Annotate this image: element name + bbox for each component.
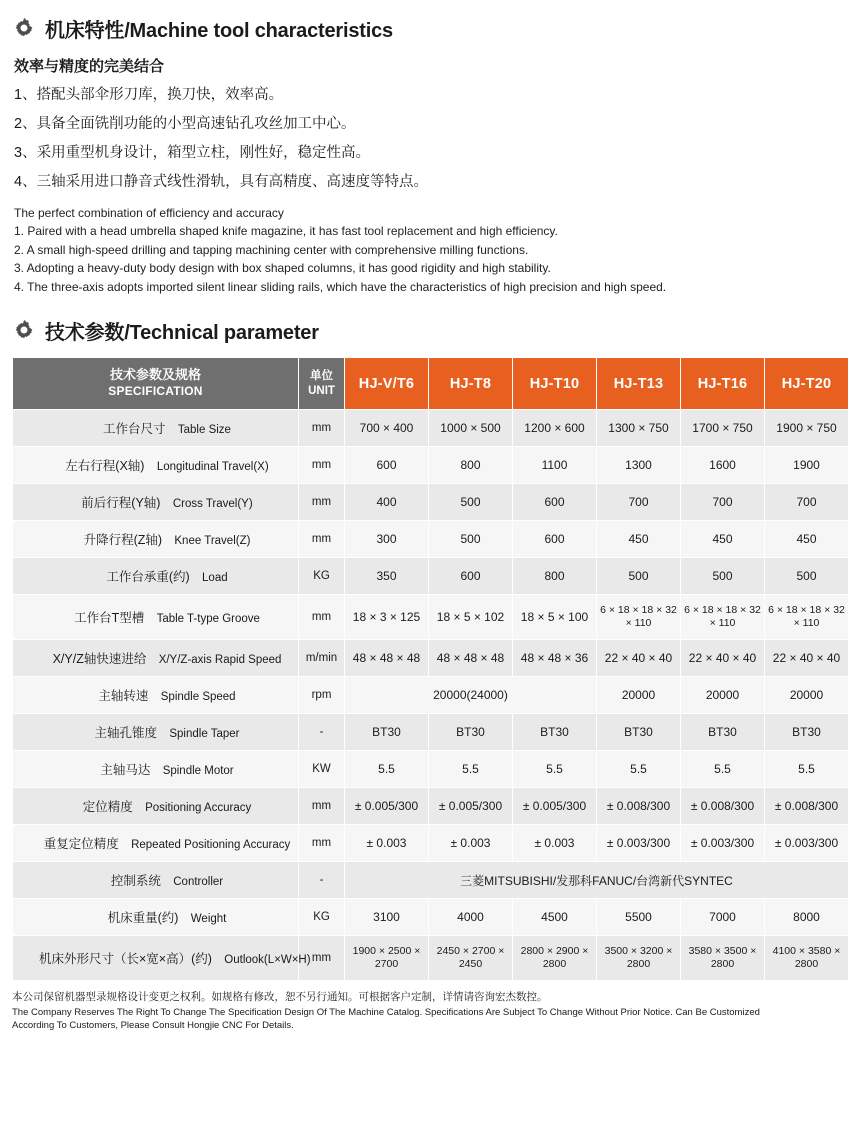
characteristics-subtitle: 效率与精度的完美结合 [14,58,165,75]
row-value: 450 [681,520,765,557]
row-value: 500 [765,557,849,594]
row-value: 600 [513,483,597,520]
row-value: 800 [513,557,597,594]
en-point: 3. Adopting a heavy-duty body design with box shaped columns, it has good rigidity and high stability. [14,261,551,276]
row-label-en: Longitudinal Travel(X) [156,460,269,473]
footer-en-line2: According To Customers, Please Consult Hongjie CNC For Details. [12,1019,294,1031]
cn-point: 1、搭配头部伞形刀库，换刀快，效率高。 [14,87,284,103]
table-body [13,409,849,981]
table-row [13,557,849,594]
row-value: 48 × 48 × 48 [345,640,429,677]
footer-en-line1: The Company Reserves The Right To Change The Specification Design Of The Machine Catalog. Specifications Are Subject To Change Without Prior Notice. Can Be Customized [12,1006,760,1018]
row-value: ± 0.003 [345,825,429,862]
row-unit: mm [299,936,345,981]
row-label-cn: 机床外形尺寸（长×宽×高）(约) [39,952,212,967]
section-header-parameters [12,318,848,347]
row-unit: KG [299,899,345,936]
row-unit: mm [299,788,345,825]
row-label [13,714,299,751]
row-value: ± 0.008/300 [765,788,849,825]
table-row [13,899,849,936]
section-title-parameters: 技术参数/Technical parameter [45,321,319,344]
table-row [13,714,849,751]
en-intro: The perfect combination of efficiency and accuracy [14,205,284,220]
header-model: HJ-T10 [513,358,597,409]
row-value: 600 [429,557,513,594]
row-value: BT30 [681,714,765,751]
row-value: BT30 [429,714,513,751]
row-value: ± 0.003/300 [681,825,765,862]
cn-point: 2、具备全面铣削功能的小型高速钻孔攻丝加工中心。 [14,116,356,133]
row-value: 350 [345,557,429,594]
row-unit: mm [299,825,345,862]
row-label-cn: 主轴转速 [98,689,149,704]
row-label-cn: 定位精度 [82,800,133,815]
row-value: 450 [765,520,849,557]
row-value: 800 [429,446,513,483]
row-label [13,557,299,594]
row-value: 18 × 5 × 100 [513,594,597,639]
row-value: 400 [345,483,429,520]
row-label-en: Repeated Positioning Accuracy [131,839,291,852]
table-row [13,409,849,446]
row-label-cn: 工作台尺寸 [103,421,166,436]
row-unit: - [299,714,345,751]
table-row [13,751,849,788]
row-value: 20000 [597,677,681,714]
row-unit: mm [299,483,345,520]
row-value: 700 × 400 [345,409,429,446]
row-value: 8000 [765,899,849,936]
row-value: 1900 [765,446,849,483]
row-value: 22 × 40 × 40 [765,640,849,677]
table-row [13,788,849,825]
row-value: 4500 [513,899,597,936]
row-value: 500 [597,557,681,594]
row-value: 1900 × 750 [765,409,849,446]
row-value: 600 [513,520,597,557]
characteristics-cn-list [12,86,848,192]
row-label-cn: 主轴马达 [100,763,151,778]
en-point: 4. The three-axis adopts imported silent linear sliding rails, which have the characteristics of high precision and high speed. [14,279,667,294]
row-value: 3500 × 3200 × 2800 [597,936,681,981]
row-label-cn: 主轴孔锥度 [94,726,158,741]
row-label [13,483,299,520]
row-value: 500 [429,483,513,520]
row-value: 18 × 3 × 125 [345,594,429,639]
row-value: 3100 [345,899,429,936]
row-value: ± 0.005/300 [513,788,597,825]
row-value: 2800 × 2900 × 2800 [513,936,597,981]
header-unit [299,358,345,409]
row-value: 600 [345,446,429,483]
table-row [13,936,849,981]
table-row [13,446,849,483]
header-model: HJ-T16 [681,358,765,409]
row-value: 2450 × 2700 × 2450 [429,936,513,981]
row-label-en: Cross Travel(Y) [172,497,253,510]
table-row [13,862,849,899]
row-value: 3580 × 3500 × 2800 [681,936,765,981]
row-label-cn: 控制系统 [110,874,161,889]
row-label [13,788,299,825]
row-value: 4000 [429,899,513,936]
row-label-en: Controller [173,876,224,889]
row-value: 1600 [681,446,765,483]
row-value: 1900 × 2500 × 2700 [345,936,429,981]
row-value: 700 [765,483,849,520]
row-label-en: Load [202,571,228,584]
gear-icon [12,16,36,45]
cn-point: 4、三轴采用进口静音式线性滑轨，具有高精度、高速度等特点。 [14,174,429,191]
table-header [13,358,849,409]
row-label-en: Weight [190,913,227,926]
row-value: ± 0.008/300 [681,788,765,825]
row-value: ± 0.003 [513,825,597,862]
row-unit: mm [299,594,345,639]
row-value: 1000 × 500 [429,409,513,446]
header-model: HJ-T8 [429,358,513,409]
section-title-characteristics: 机床特性/Machine tool characteristics [45,19,393,42]
footer-disclaimer [12,990,848,1032]
row-label [13,899,299,936]
row-label [13,520,299,557]
row-label-en: Outlook(L×W×H) [224,954,311,967]
row-label [13,640,299,677]
row-label-cn: X/Y/Z轴快速进给 [52,652,147,667]
row-value: 48 × 48 × 36 [513,640,597,677]
row-unit: mm [299,446,345,483]
row-value: 5500 [597,899,681,936]
row-value: 700 [597,483,681,520]
section-header-characteristics [12,16,848,45]
row-value: 5.5 [345,751,429,788]
row-label-cn: 前后行程(Y轴) [81,495,161,510]
header-specification [13,358,299,409]
row-value-merged: 三菱MITSUBISHI/发那科FANUC/台湾新代SYNTEC [345,862,849,899]
row-unit: mm [299,520,345,557]
row-value: 300 [345,520,429,557]
row-value: 500 [429,520,513,557]
header-model: HJ-T13 [597,358,681,409]
table-row [13,483,849,520]
gear-icon [12,318,36,347]
row-value: BT30 [597,714,681,751]
row-unit: KG [299,557,345,594]
row-value: 1300 × 750 [597,409,681,446]
row-value: 6 × 18 × 18 × 32 × 110 [765,594,849,639]
en-point: 2. A small high-speed drilling and tapping machining center with comprehensive milling functions. [14,242,529,257]
row-label-en: X/Y/Z-axis Rapid Speed [158,654,282,667]
row-value: 7000 [681,899,765,936]
row-unit: mm [299,409,345,446]
row-value: ± 0.005/300 [429,788,513,825]
row-label [13,594,299,639]
row-unit: KW [299,751,345,788]
header-unit-en: UNIT [308,384,335,397]
row-value: ± 0.003/300 [765,825,849,862]
row-label-en: Table Size [177,423,231,436]
row-value: ± 0.003 [429,825,513,862]
row-value: 20000 [765,677,849,714]
row-label-en: Spindle Taper [169,728,240,741]
row-value: 1100 [513,446,597,483]
row-value: BT30 [765,714,849,751]
row-value: 6 × 18 × 18 × 32 × 110 [681,594,765,639]
en-point: 1. Paired with a head umbrella shaped knife magazine, it has fast tool replacement and high efficiency. [14,224,558,239]
row-value: 18 × 5 × 102 [429,594,513,639]
row-label [13,751,299,788]
row-label-cn: 左右行程(X轴) [65,458,145,473]
row-unit: - [299,862,345,899]
row-label-en: Positioning Accuracy [145,802,252,815]
row-label-cn: 机床重量(约) [107,911,179,926]
characteristics-en-list [14,204,848,297]
row-value: ± 0.008/300 [597,788,681,825]
row-value: 1200 × 600 [513,409,597,446]
row-value: 48 × 48 × 48 [429,640,513,677]
row-value: 5.5 [513,751,597,788]
row-value: 20000 [681,677,765,714]
row-label [13,446,299,483]
header-unit-cn: 单位 [310,369,333,382]
table-row [13,825,849,862]
footer-cn: 本公司保留机器型录规格设计变更之权利。如规格有修改，恕不另行通知。可根据客户定制，详情请咨询宏杰数控。 [12,991,548,1004]
row-value: 1300 [597,446,681,483]
row-value: 5.5 [765,751,849,788]
row-label [13,677,299,714]
cn-point: 3、采用重型机身设计，箱型立柱，刚性好，稳定性高。 [14,145,371,162]
row-label-en: Knee Travel(Z) [174,534,251,547]
table-row [13,677,849,714]
row-value: 700 [681,483,765,520]
header-model: HJ-V/T6 [345,358,429,409]
row-value: 22 × 40 × 40 [597,640,681,677]
row-unit: rpm [299,677,345,714]
row-value-merged: 20000(24000) [345,677,597,714]
row-value: 4100 × 3580 × 2800 [765,936,849,981]
row-value: 1700 × 750 [681,409,765,446]
table-row [13,520,849,557]
row-value: BT30 [513,714,597,751]
row-value: 22 × 40 × 40 [681,640,765,677]
row-value: 450 [597,520,681,557]
row-value: 500 [681,557,765,594]
row-value: 5.5 [681,751,765,788]
row-label [13,825,299,862]
row-value: BT30 [345,714,429,751]
row-label-cn: 升降行程(Z轴) [83,532,163,547]
row-label [13,936,311,981]
row-label-cn: 工作台T型槽 [74,611,145,626]
specification-table [12,357,849,981]
header-model: HJ-T20 [765,358,849,409]
header-specification-cn: 技术参数及规格 [109,367,201,383]
row-value: 6 × 18 × 18 × 32 × 110 [597,594,681,639]
row-label-en: Spindle Motor [162,765,234,778]
row-unit: m/min [299,640,345,677]
row-label [13,862,299,899]
table-row [13,594,849,639]
row-label-cn: 重复定位精度 [43,837,119,852]
row-label-en: Spindle Speed [160,691,236,704]
row-value: ± 0.003/300 [597,825,681,862]
header-specification-en: SPECIFICATION [108,384,203,399]
row-value: ± 0.005/300 [345,788,429,825]
row-label [13,409,299,446]
table-row [13,640,849,677]
row-label-cn: 工作台承重(约) [106,569,190,584]
row-value: 5.5 [597,751,681,788]
row-value: 5.5 [429,751,513,788]
row-label-en: Table T-type Groove [156,613,260,626]
